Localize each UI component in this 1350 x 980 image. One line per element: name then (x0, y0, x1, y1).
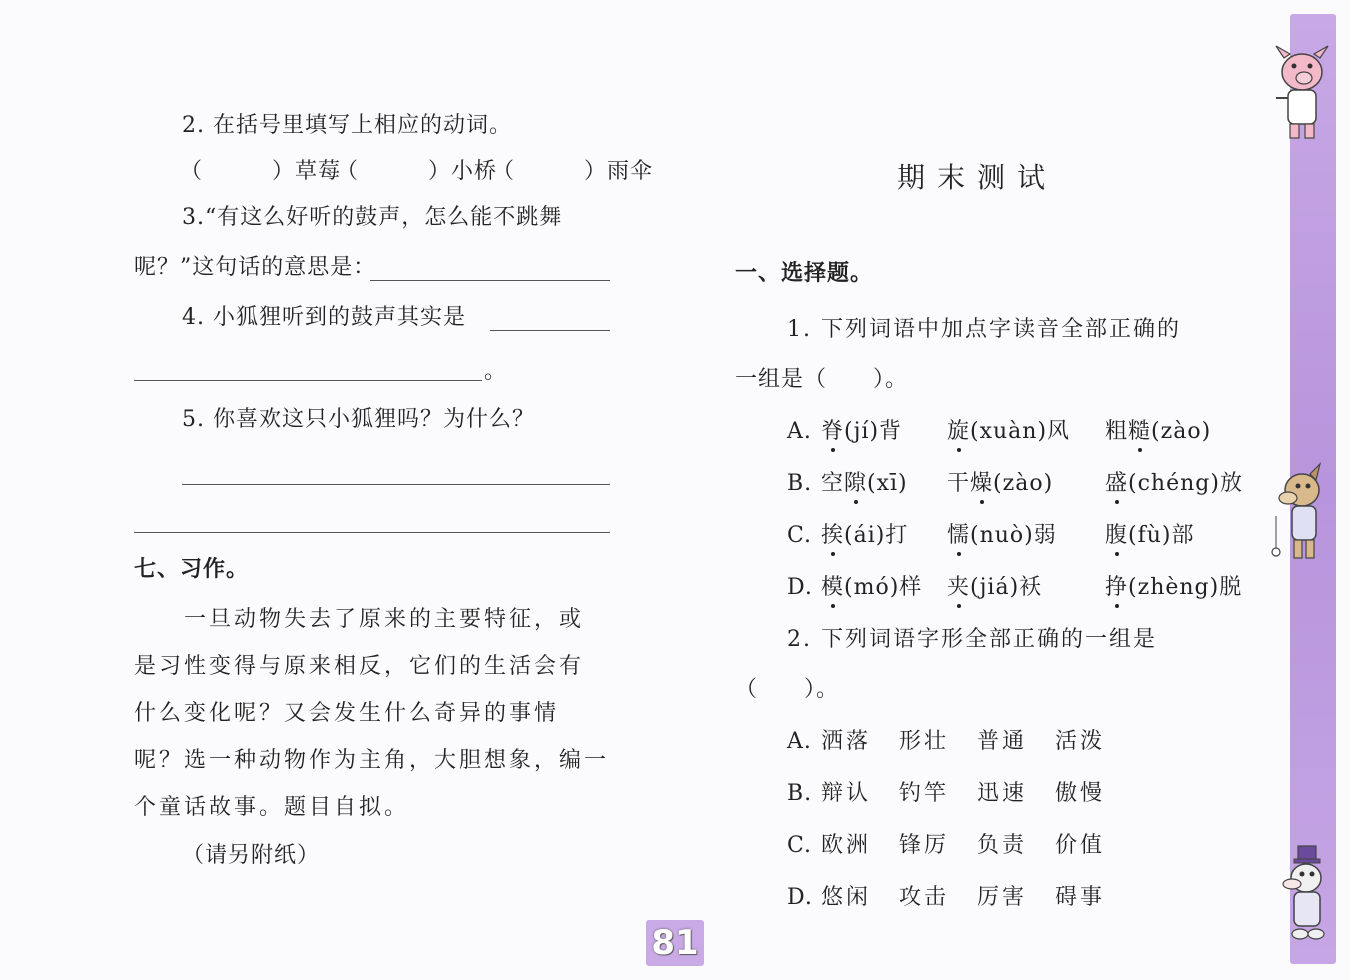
q2-option-word: 攻击 (899, 885, 950, 910)
q1-option-word (1105, 418, 1211, 446)
word-prefix: 粗 (1105, 419, 1129, 444)
pinyin-suffix: (zào) (993, 471, 1054, 496)
dotted-character: 脊 (821, 419, 845, 444)
q1-option-label[interactable]: C. (787, 523, 813, 548)
answer-line[interactable] (370, 280, 610, 281)
q1-option-label[interactable]: D. (787, 575, 813, 600)
q1-option-word (947, 418, 1070, 446)
dotted-character: 挣 (1105, 575, 1129, 600)
q2-option-word: 傲慢 (1055, 781, 1106, 806)
q1-option-word (821, 470, 908, 498)
pinyin-suffix: (xuàn)风 (970, 419, 1071, 444)
q1-option-word (1105, 574, 1242, 602)
q1-option-word (947, 522, 1057, 550)
dotted-character: 腹 (1105, 523, 1129, 548)
dotted-character: 燥 (970, 471, 994, 496)
q2-option-word: 碍事 (1055, 885, 1106, 910)
dotted-character: 糙 (1128, 419, 1152, 444)
page-title: 期末测试 (897, 161, 1058, 194)
decorative-sidebar (1290, 14, 1336, 964)
q2-option-word: 迅速 (977, 781, 1028, 806)
word-prefix: 干 (947, 471, 971, 496)
q2-option-word: 欧洲 (821, 833, 872, 858)
q2-option-word: 辩认 (821, 781, 872, 806)
dotted-character: 模 (821, 575, 845, 600)
essay-prompt-line: 什么变化呢？又会发生什么奇异的事情 (134, 701, 560, 726)
answer-line[interactable] (134, 380, 482, 381)
question-4-prompt: 4. 小狐狸听到的鼓声其实是 (182, 305, 466, 330)
pinyin-suffix: (xī) (867, 471, 908, 496)
dotted-character: 旋 (947, 419, 971, 444)
pinyin-suffix: (ái)打 (844, 523, 909, 548)
question-4-end: 。 (484, 359, 508, 384)
q1-option-word (821, 418, 902, 446)
essay-prompt-line: 呢？选一种动物作为主角，大胆想象，编一 (134, 748, 610, 773)
q2-option-word: 悠闲 (821, 885, 872, 910)
answer-line[interactable] (182, 484, 610, 485)
q2-option-word: 价值 (1055, 833, 1106, 858)
q1-option-label[interactable]: B. (787, 471, 813, 496)
q1-line2: 一组是（ ）。 (735, 367, 909, 392)
question-2-item: （ ）雨伞 (492, 159, 654, 184)
question-3-line2: 呢？”这句话的意思是： (134, 255, 377, 280)
q2-option-word: 负责 (977, 833, 1028, 858)
dotted-character: 挨 (821, 523, 845, 548)
q2-option-word: 洒落 (821, 729, 872, 754)
q1-option-word (1105, 522, 1195, 550)
q2-option-word: 厉害 (977, 885, 1028, 910)
dotted-character: 盛 (1105, 471, 1129, 496)
dotted-character: 懦 (947, 523, 971, 548)
pinyin-suffix: (zào) (1151, 419, 1212, 444)
pinyin-suffix: (zhèng)脱 (1128, 575, 1243, 600)
pinyin-suffix: (nuò)弱 (970, 523, 1057, 548)
question-2-prompt: 2. 在括号里填写上相应的动词。 (182, 113, 512, 138)
pinyin-suffix: (jiá)袄 (970, 575, 1043, 600)
essay-prompt-line: 个童话故事。题目自拟。 (134, 795, 410, 820)
pinyin-suffix: (mó)样 (844, 575, 923, 600)
q2-option-word: 锋厉 (899, 833, 950, 858)
section-1-title: 一、选择题。 (735, 261, 874, 286)
q2-option-label[interactable]: C. (787, 833, 813, 858)
q2-option-word: 普通 (977, 729, 1028, 754)
essay-note: （请另附纸） (182, 843, 321, 868)
q2-line1: 2. 下列词语字形全部正确的一组是 (787, 627, 1157, 652)
dotted-character: 隙 (844, 471, 868, 496)
q2-option-label[interactable]: D. (787, 885, 813, 910)
answer-line[interactable] (134, 532, 610, 533)
q1-option-word (821, 522, 908, 550)
rabbit-mascot-icon (1266, 840, 1336, 950)
question-2-item: （ ）草莓 (180, 159, 342, 184)
q2-option-label[interactable]: B. (787, 781, 813, 806)
essay-prompt-line: 一旦动物失去了原来的主要特征，或 (184, 607, 585, 632)
q1-line1: 1. 下列词语中加点字读音全部正确的 (787, 317, 1181, 342)
q2-option-label[interactable]: A. (787, 729, 812, 754)
pinyin-suffix: (fù)部 (1128, 523, 1195, 548)
right-page (675, 0, 1350, 980)
q2-option-word: 钓竿 (899, 781, 950, 806)
question-2-item: （ ）小桥 (336, 159, 498, 184)
q2-option-word: 活泼 (1055, 729, 1106, 754)
q1-option-word (947, 470, 1053, 498)
question-5-prompt: 5. 你喜欢这只小狐狸吗？为什么？ (182, 407, 535, 432)
question-3-line1: 3.“有这么好听的鼓声，怎么能不跳舞 (182, 205, 563, 230)
q2-line2: （ ）。 (735, 677, 840, 702)
q1-option-label[interactable]: A. (787, 419, 812, 444)
q2-option-word: 形壮 (899, 729, 950, 754)
q1-option-word (1105, 470, 1243, 498)
dog-mascot-icon (1264, 460, 1336, 570)
pig-mascot-icon (1266, 38, 1336, 148)
q1-option-word (947, 574, 1042, 602)
page-number: 81 (646, 920, 704, 966)
essay-prompt-line: 是习性变得与原来相反，它们的生活会有 (134, 654, 585, 679)
q1-option-word (821, 574, 922, 602)
pinyin-suffix: (chéng)放 (1128, 471, 1243, 496)
answer-line[interactable] (490, 330, 610, 331)
word-prefix: 空 (821, 471, 845, 496)
dotted-character: 夹 (947, 575, 971, 600)
pinyin-suffix: (jí)背 (844, 419, 903, 444)
section-7-title: 七、习作。 (134, 557, 250, 582)
